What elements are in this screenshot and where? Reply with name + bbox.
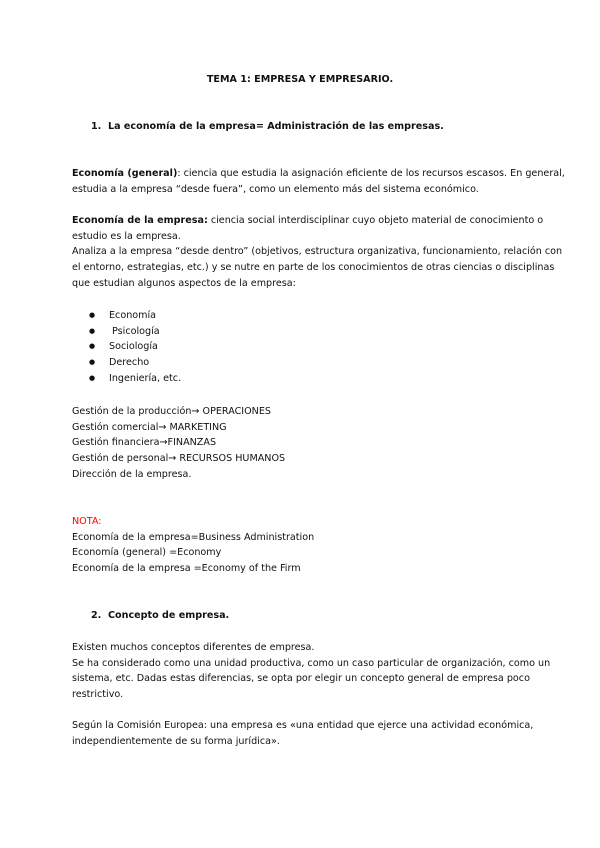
nota-label: NOTA: xyxy=(72,516,102,527)
comision-paragraph xyxy=(72,718,534,749)
disciplinas-list xyxy=(89,308,181,387)
economia-empresa-term: Economía de la empresa: xyxy=(72,215,208,226)
nota-line: Economía de la empresa=Business Administration xyxy=(72,531,315,543)
economia-empresa-def-1: ciencia social interdisciplinar cuyo objeto material de conocimiento o xyxy=(207,215,544,226)
section-1-title: La economía de la empresa= Administración de las empresas. xyxy=(108,121,444,132)
comision-line: Según la Comisión Europea: una empresa es «una entidad que ejerce una actividad económica, xyxy=(72,720,534,731)
economia-empresa-def-2: estudio es la empresa. xyxy=(72,230,181,242)
concepto-paragraph xyxy=(72,640,551,703)
concepto-line: sistema, etc. Dadas estas diferencias, se opta por elegir un concepto general de empresa poco xyxy=(72,673,530,685)
section-1-number: 1. xyxy=(91,121,102,132)
section-2-number: 2. xyxy=(91,610,102,621)
section-2-heading xyxy=(91,610,229,621)
economia-general-def-2: estudia a la empresa “desde fuera”, como un elemento más del sistema económico. xyxy=(72,183,479,195)
concepto-line: Se ha considerado como una unidad productiva, como un caso particular de organización, como un xyxy=(72,657,551,669)
nota-block xyxy=(72,514,528,577)
section-2-title: Concepto de empresa. xyxy=(108,610,230,621)
section-1-heading xyxy=(91,121,444,132)
gestion-item: Gestión de la producción→ OPERACIONES xyxy=(72,406,271,417)
economia-general-def-1: : ciencia que estudia la asignación eficiente de los recursos escasos. En general, xyxy=(177,168,565,179)
gestion-item: Dirección de la empresa. xyxy=(72,468,192,480)
concepto-line: Existen muchos conceptos diferentes de empresa. xyxy=(72,642,315,653)
economia-empresa-def-5: que estudian algunos aspectos de la empresa: xyxy=(72,277,296,289)
concepto-line: restrictivo. xyxy=(72,689,124,701)
list-item: ● Psicología xyxy=(89,324,181,340)
nota-line: Economía de la empresa =Economy of the Firm xyxy=(72,563,301,575)
economia-general-term: Economía (general) xyxy=(72,168,178,179)
economia-empresa-def-3: Analiza a la empresa “desde dentro” (objetivos, estructura organizativa, funcionamiento, relación con xyxy=(72,246,563,258)
economia-general-paragraph xyxy=(72,166,565,197)
gestion-item: Gestión de personal→ RECURSOS HUMANOS xyxy=(72,453,286,465)
economia-empresa-def-4: el entorno, estrategias, etc.) y se nutre en parte de los conocimientos de otras ciencias o disciplinas xyxy=(72,262,555,274)
economia-empresa-paragraph xyxy=(72,213,563,292)
page-title: TEMA 1: EMPRESA Y EMPRESARIO. xyxy=(206,74,394,85)
list-item: ● Economía xyxy=(89,308,181,324)
list-item: ● Ingeniería, etc. xyxy=(89,371,181,387)
comision-line: independientemente de su forma jurídica». xyxy=(72,735,280,747)
gestion-list xyxy=(72,404,528,483)
list-item: ● Sociología xyxy=(89,339,181,355)
gestion-item: Gestión financiera→FINANZAS xyxy=(72,437,217,449)
nota-line: Economía (general) =Economy xyxy=(72,547,222,559)
list-item: ● Derecho xyxy=(89,355,181,371)
gestion-item: Gestión comercial→ MARKETING xyxy=(72,421,227,433)
